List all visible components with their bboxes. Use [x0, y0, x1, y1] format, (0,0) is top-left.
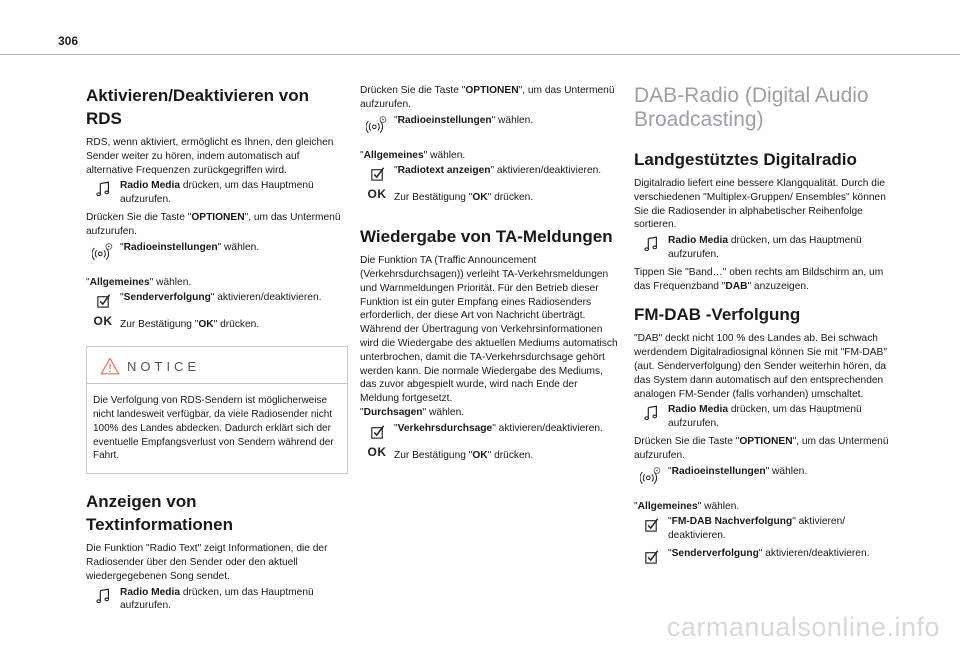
notice-title: NOTICE [127, 358, 201, 374]
music-note-icon [86, 586, 120, 605]
radio-settings-icon [360, 114, 394, 135]
paragraph-allgemeines: "Allgemeines" wählen. [634, 500, 740, 512]
ok-icon: OK [367, 187, 387, 202]
column-3 [634, 84, 896, 569]
warning-triangle-icon [93, 357, 127, 375]
column-1 [86, 84, 348, 617]
step-senderverfolgung: "Senderverfolgung" aktivieren/deaktivieren. [86, 291, 348, 309]
paragraph-radio-text: Die Funktion "Radio Text" zeigt Informationen, die der Radiosender über den Sender oder den aktuell wiedergegebenen Song sendet. [86, 543, 328, 582]
paragraph-band: Tippen Sie "Band…" oben rechts am Bildschirm an, um das Frequenzband "DAB" anzuzeigen. [634, 266, 884, 292]
music-note-icon [634, 403, 668, 422]
step-radio-media: Radio Media drücken, um das Hauptmenü aufzurufen. [86, 179, 348, 207]
paragraph-rds-intro: RDS, wenn aktiviert, ermöglicht es Ihnen, den gleichen Sender weiter zu hören, indem automatisch auf alternative Frequenzen zurückgegriffen wird. [86, 137, 334, 176]
step-radio-settings: "Radioeinstellungen" wählen. [360, 114, 618, 135]
checkbox-icon [360, 164, 394, 182]
step-radio-settings: "Radioeinstellungen" wählen. [86, 241, 348, 262]
paragraph-durchsagen: "Durchsagen" wählen. [360, 406, 465, 418]
notice-box [86, 346, 348, 474]
checkbox-icon [634, 547, 668, 565]
page-number: 306 [58, 34, 79, 48]
column-2 [360, 84, 618, 467]
music-note-icon [634, 234, 668, 253]
heading-ta: Wiedergabe von TA-Meldungen [360, 227, 613, 247]
step-confirm-ok-2: OK Zur Bestätigung "OK" drücken. [360, 444, 618, 463]
heading-dab: DAB-Radio (Digital Audio Broadcasting) [634, 84, 869, 131]
heading-fm-dab: FM-DAB -Verfolgung [634, 305, 801, 325]
heading-land: Landgestütztes Digitalradio [634, 150, 857, 169]
step-radio-media: Radio Media drücken, um das Hauptmenü aufzurufen. [634, 234, 896, 262]
step-confirm-ok: OK Zur Bestätigung "OK" drücken. [360, 186, 618, 205]
radio-settings-icon [86, 241, 120, 262]
header-divider [0, 54, 960, 55]
step-senderverfolgung: "Senderverfolgung" aktivieren/deaktivieren. [634, 547, 896, 565]
step-radiotext: "Radiotext anzeigen" aktivieren/deaktivieren. [360, 164, 618, 182]
music-note-icon [86, 179, 120, 198]
step-fm-dab-tracking: "FM-DAB Nachverfolgung" aktivieren/ deaktivieren. [634, 515, 896, 543]
checkbox-icon [360, 422, 394, 440]
paragraph-allgemeines: "Allgemeines" wählen. [86, 276, 192, 288]
heading-text-info: Anzeigen von Textinformationen [86, 492, 234, 535]
paragraph-options: Drücken Sie die Taste "OPTIONEN", um das Untermenü aufzurufen. [360, 85, 615, 110]
notice-text: Die Verfolgung von RDS-Sendern ist möglicherweise nicht landesweit verfügbar, da viele Radiosender nicht 100% des Landes abdecken. Dadurch erklärt sich der eventuelle Empfangsverlust von Sendern während der Fahrt. [93, 395, 334, 462]
watermark: carmanualsonline.info [666, 612, 940, 642]
radio-settings-icon [634, 465, 668, 486]
paragraph-options: Drücken Sie die Taste "OPTIONEN", um das Untermenü aufzurufen. [86, 211, 341, 237]
step-radio-media-2: Radio Media drücken, um das Hauptmenü aufzurufen. [86, 586, 348, 614]
checkbox-icon [86, 291, 120, 309]
paragraph-fm-dab: "DAB" deckt nicht 100 % des Landes ab. Bei schwach werdendem Digitalradiosignal können Sie mit "FM-DAB" (aut. Senderverfolgung) den Sender weiterhin hören, da das System dann automatisch auf den entsprechenden analogen FM-Sender (falls vorhanden) umschaltet. [634, 333, 887, 400]
step-confirm-ok: OK Zur Bestätigung "OK" drücken. [86, 313, 348, 332]
paragraph-allgemeines: "Allgemeines" wählen. [360, 149, 466, 161]
step-radio-settings: "Radioeinstellungen" wählen. [634, 465, 896, 486]
step-verkehrsdurchsage: "Verkehrsdurchsage" aktivieren/deaktivieren. [360, 422, 618, 440]
paragraph-digitalradio: Digitalradio liefert eine bessere Klangqualität. Durch die verschiedenen "Multiplex-Gruppen/ Ensembles" können Sie die Radiosender in alphabetischer Reihenfolge sortieren. [634, 178, 886, 231]
checkbox-icon [634, 515, 668, 533]
paragraph-ta: Die Funktion TA (Traffic Announcement (Verkehrsdurchsagen)) verleiht TA-Verkehrsmeldungen und Warnmeldungen Priorität. Für den Betrieb dieser Funktion ist ein guter Empfang eines Radiosenders erforderlich, der diese Art von Nachricht überträgt. Während der Übertragung von Verkehrsinformationen wird die Wiedergabe des aktuellen Mediums automatisch unterbrochen, damit die TA-Verkehrsdurchsage gehört werden kann. Die normale Wiedergabe des Mediums, das zuvor abgespielt wurde, wird nach Ende der Meldung fortgesetzt. [360, 255, 618, 405]
paragraph-options: Drücken Sie die Taste "OPTIONEN", um das Untermenü aufzurufen. [634, 435, 889, 461]
step-radio-media-2: Radio Media drücken, um das Hauptmenü aufzurufen. [634, 403, 896, 431]
ok-icon: OK [93, 314, 113, 329]
ok-icon: OK [367, 444, 387, 459]
heading-rds: Aktivieren/Deaktivieren von RDS [86, 86, 309, 128]
